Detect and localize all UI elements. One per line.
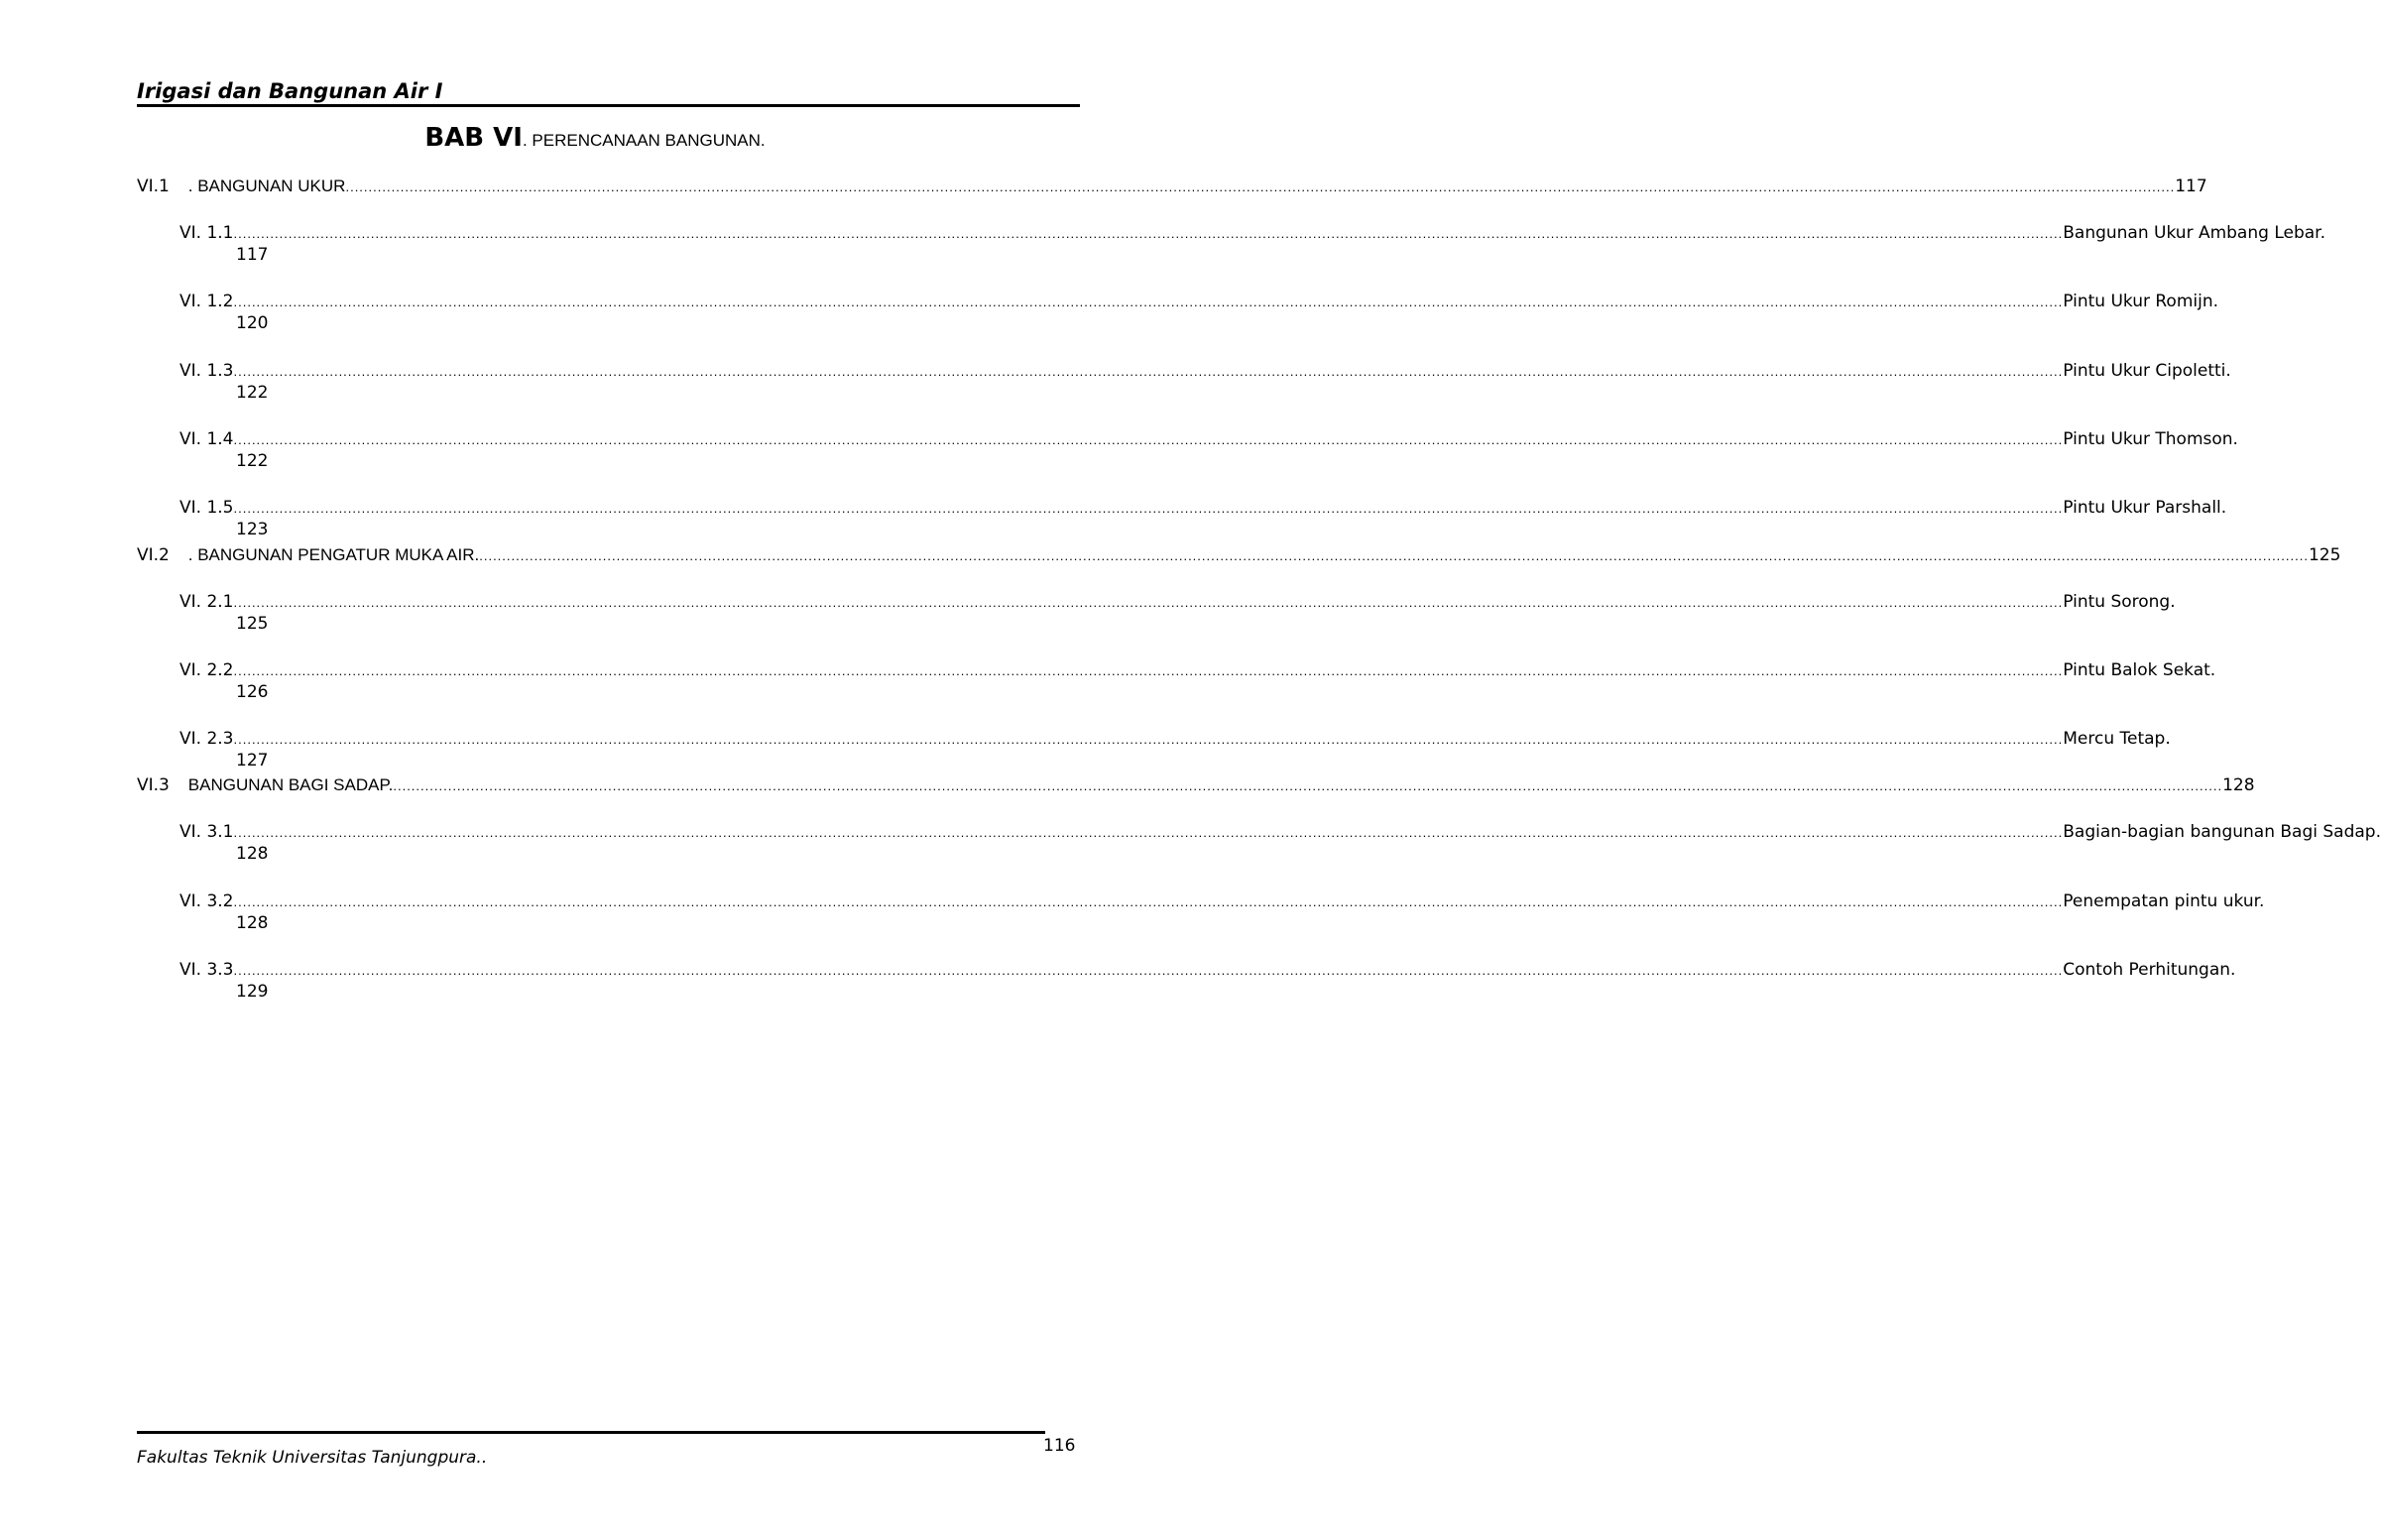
toc-subsection-title: Bangunan Ukur Ambang Lebar.: [2063, 223, 2325, 243]
toc-leader-dots: ................................................................................................................................................................................................................................................................................................................................................................................................................: [233, 893, 2064, 909]
toc-subsection-title: Contoh Perhitungan.: [2063, 960, 2236, 980]
toc-section-page: 128: [2222, 775, 2255, 796]
toc-section-entry: [137, 544, 2341, 567]
toc-subsection-title: Pintu Ukur Cipoletti.: [2063, 360, 2231, 381]
toc-subsection-entry: [179, 292, 2219, 313]
toc-subsection-number: VI. 1.2: [179, 292, 234, 312]
toc-subsection-page: 122: [236, 450, 269, 471]
toc-leader-dots: ................................................................................................................................................................................................................................................................................................................................................................................................................: [233, 295, 2064, 310]
toc-subsection-number: VI. 2.3: [179, 729, 234, 750]
chapter-title: . PERENCANAAN BANGUNAN.: [522, 131, 766, 150]
toc-subsection-number: VI. 3.2: [179, 890, 234, 911]
toc-subsection-number: VI. 3.1: [179, 822, 234, 843]
toc-subsection-page: 127: [236, 751, 269, 771]
toc-section-number: VI.3: [137, 775, 170, 796]
toc-subsection-page: 120: [236, 313, 269, 334]
toc-subsection-entry: [179, 591, 2176, 614]
running-header-title: Irigasi dan Bangunan Air I: [137, 79, 443, 103]
toc-subsection-entry: [179, 890, 2265, 913]
toc-subsection-page: 125: [236, 613, 269, 634]
toc-section-page: 117: [2175, 177, 2207, 196]
toc-section-entry: [137, 177, 2207, 198]
toc-leader-dots: ................................................................................................................................................................................................................................................................................................................................................................................................................: [233, 363, 2064, 379]
toc-section-page: 125: [2308, 544, 2341, 565]
toc-subsection-title: Pintu Balok Sekat.: [2063, 659, 2216, 680]
toc-leader-dots: ................................................................................................................................................................................................................................................................................................................................................................................................................: [233, 501, 2064, 517]
toc-subsection-number: VI. 1.3: [179, 360, 234, 381]
toc-section-title: . BANGUNAN PENGATUR MUKA AIR.: [169, 544, 480, 564]
toc-leader-dots: ................................................................................................................................................................................................................................................................................................................................................................................................................: [233, 226, 2064, 241]
toc-subsection-title: Pintu Ukur Romijn.: [2063, 292, 2219, 312]
toc-subsection-entry: [179, 960, 2236, 982]
toc-leader-dots: ................................................................................................................................................................................................................................................................................................................................................................................................................: [233, 732, 2064, 748]
footer-rule: [137, 1431, 1045, 1434]
toc-section-entry: [137, 775, 2255, 797]
toc-leader-dots: ................................................................................................................................................................................................................................................................................................................................................................................................................: [479, 547, 2309, 563]
toc-section-number: VI.1: [137, 177, 170, 196]
page-number: 116: [1043, 1436, 1076, 1456]
toc-subsection-number: VI. 1.1: [179, 223, 234, 243]
toc-leader-dots: ................................................................................................................................................................................................................................................................................................................................................................................................................: [233, 431, 2064, 447]
toc-subsection-title: Bagian-bagian bangunan Bagi Sadap.: [2063, 822, 2381, 843]
footer-institution: Fakultas Teknik Universitas Tanjungpura..: [137, 1448, 488, 1468]
toc-subsection-title: Penempatan pintu ukur.: [2063, 890, 2265, 911]
toc-section-number: VI.2: [137, 544, 170, 565]
toc-subsection-title: Mercu Tetap.: [2063, 729, 2171, 750]
toc-leader-dots: ................................................................................................................................................................................................................................................................................................................................................................................................................: [393, 778, 2223, 794]
toc-subsection-entry: [179, 498, 2227, 520]
toc-subsection-page: 123: [236, 520, 269, 540]
toc-subsection-entry: [179, 360, 2231, 383]
toc-subsection-number: VI. 1.5: [179, 498, 234, 519]
toc-leader-dots: ................................................................................................................................................................................................................................................................................................................................................................................................................: [233, 662, 2064, 678]
toc-subsection-entry: [179, 659, 2216, 682]
toc-leader-dots: ................................................................................................................................................................................................................................................................................................................................................................................................................: [233, 825, 2064, 841]
toc-subsection-entry: [179, 729, 2171, 751]
toc-leader-dots: ................................................................................................................................................................................................................................................................................................................................................................................................................: [233, 594, 2064, 610]
toc-subsection-page: 129: [236, 982, 269, 1002]
toc-leader-dots: ................................................................................................................................................................................................................................................................................................................................................................................................................: [345, 179, 2176, 194]
toc-subsection-title: Pintu Ukur Parshall.: [2063, 498, 2227, 519]
toc-subsection-number: VI. 3.3: [179, 960, 234, 980]
toc-subsection-page: 128: [236, 844, 269, 865]
toc-subsection-entry: [179, 428, 2238, 451]
toc-subsection-page: 126: [236, 681, 269, 702]
toc-subsection-entry: [179, 822, 2381, 844]
toc-subsection-page: 122: [236, 382, 269, 403]
toc-section-title: . BANGUNAN UKUR: [169, 177, 346, 195]
toc-subsection-title: Pintu Sorong.: [2063, 591, 2176, 612]
toc-subsection-number: VI. 2.2: [179, 659, 234, 680]
toc-subsection-number: VI. 2.1: [179, 591, 234, 612]
toc-subsection-page: 117: [236, 245, 269, 265]
toc-subsection-entry: [179, 223, 2325, 245]
chapter-heading: [0, 123, 1190, 153]
toc-subsection-title: Pintu Ukur Thomson.: [2063, 428, 2238, 449]
toc-subsection-number: VI. 1.4: [179, 428, 234, 449]
header-rule: [137, 104, 1080, 107]
toc-leader-dots: ................................................................................................................................................................................................................................................................................................................................................................................................................: [233, 963, 2064, 978]
toc-section-title: BANGUNAN BAGI SADAP.: [169, 775, 394, 795]
toc-subsection-page: 128: [236, 912, 269, 933]
chapter-label: BAB VI: [424, 123, 523, 153]
